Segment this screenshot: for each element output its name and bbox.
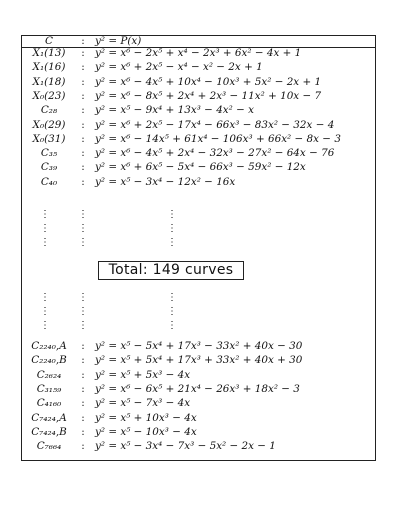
row-colon: : (81, 382, 85, 395)
header-equation: y² = P(x) (95, 35, 142, 47)
table-row (22, 426, 375, 439)
table-row (22, 104, 375, 117)
row-colon: : (81, 75, 85, 88)
curve-name: C₂₂₄₀,A (31, 340, 67, 352)
curve-name: C₇₄₂₄,A (31, 411, 67, 424)
row-colon: : (81, 368, 85, 381)
table-row (22, 369, 375, 382)
ellipsis: ⋮ (167, 320, 177, 331)
curve-equation: y² = x⁵ − 9x⁴ + 13x³ − 4x² − x (95, 104, 255, 117)
ellipsis: ⋮ (40, 209, 50, 220)
header-colon: : (81, 35, 85, 47)
ellipsis: ⋮ (40, 306, 50, 317)
curve-equation: y² = x⁶ − 8x⁵ + 2x⁴ + 2x³ − 11x² + 10x − 7 (95, 89, 322, 102)
row-colon: : (81, 411, 85, 424)
row-colon: : (81, 425, 85, 438)
row-colon: : (81, 132, 85, 145)
curve-equation: y² = x⁵ − 7x³ − 4x (95, 397, 191, 410)
ellipsis: ⋮ (167, 209, 177, 220)
curve-name: X₁(16) (32, 61, 66, 74)
curve-equation: y² = x⁵ + 5x⁴ + 17x³ + 33x² + 40x + 30 (95, 354, 303, 367)
curve-equation: y² = x⁶ + 6x⁵ − 5x⁴ − 66x³ − 59x² − 12x (95, 161, 306, 174)
row-colon: : (81, 47, 85, 59)
row-colon: : (81, 354, 85, 367)
curve-equation: y² = x⁵ − 3x⁴ − 7x³ − 5x² − 2x − 1 (95, 440, 276, 453)
table-row (22, 440, 375, 453)
row-colon: : (81, 147, 85, 160)
total-curves-box: Total: 149 curves (98, 261, 244, 280)
row-colon: : (81, 340, 85, 352)
table-row (22, 354, 375, 367)
row-colon: : (81, 440, 85, 453)
table-row (22, 412, 375, 425)
ellipsis: ⋮ (40, 237, 50, 248)
curve-equation: y² = x⁵ − 10x³ − 4x (95, 425, 197, 438)
table-row (22, 176, 375, 189)
row-colon: : (81, 161, 85, 174)
curve-name: X₁(13) (32, 47, 66, 59)
curve-equation: y² = x⁶ − 6x⁵ + 21x⁴ − 26x³ + 18x² − 3 (95, 382, 300, 395)
table-row (22, 161, 375, 174)
ellipsis: ⋮ (167, 292, 177, 303)
table-row (22, 147, 375, 160)
table-row (22, 133, 375, 146)
table-row (22, 383, 375, 396)
curve-equation: y² = x⁶ + 2x⁵ − x⁴ − x² − 2x + 1 (95, 61, 263, 74)
curve-equation: y² = x⁵ + 10x³ − 4x (95, 411, 197, 424)
curve-equation: y² = x⁵ + 5x³ − 4x (95, 368, 191, 381)
ellipsis: ⋮ (40, 223, 50, 234)
ellipsis: ⋮ (78, 237, 88, 248)
row-colon: : (81, 61, 85, 74)
curve-name: X₁(18) (32, 75, 66, 88)
curve-name: X₀(23) (32, 89, 66, 102)
table-row (22, 397, 375, 410)
curves-table (21, 35, 376, 461)
curve-name: C₃₅ (40, 147, 58, 160)
curve-name: C₇₆₆₄ (36, 440, 62, 453)
curve-name: X₀(29) (32, 118, 66, 131)
curve-name: C₂₈ (40, 104, 58, 117)
table-row (22, 47, 375, 60)
ellipsis: ⋮ (78, 292, 88, 303)
curve-name: C₂₂₄₀,B (31, 354, 67, 367)
ellipsis: ⋮ (167, 223, 177, 234)
table-row (22, 119, 375, 132)
ellipsis: ⋮ (78, 320, 88, 331)
row-colon: : (81, 104, 85, 117)
curve-equation: y² = x⁶ − 2x⁵ + x⁴ − 2x³ + 6x² − 4x + 1 (95, 47, 302, 59)
table-row (22, 340, 375, 353)
curve-name: C₇₄₂₄,B (31, 425, 67, 438)
ellipsis: ⋮ (167, 306, 177, 317)
curve-name: C₄₁₆₀ (36, 397, 62, 410)
curve-equation: y² = x⁶ − 4x⁵ + 2x⁴ − 32x³ − 27x² − 64x − 76 (95, 147, 335, 160)
ellipsis: ⋮ (40, 292, 50, 303)
curve-name: C₄₀ (40, 175, 58, 188)
ellipsis: ⋮ (78, 209, 88, 220)
row-colon: : (81, 89, 85, 102)
curve-name: C₃₁₅₉ (36, 382, 62, 395)
ellipsis: ⋮ (78, 306, 88, 317)
table-row (22, 90, 375, 103)
curve-name: X₀(31) (32, 132, 66, 145)
curve-equation: y² = x⁶ − 4x⁵ + 10x⁴ − 10x³ + 5x² − 2x + 1 (95, 75, 322, 88)
curve-equation: y² = x⁶ − 14x⁵ + 61x⁴ − 106x³ + 66x² − 8x − 3 (95, 132, 341, 145)
curve-equation: y² = x⁵ − 5x⁴ + 17x³ − 33x² + 40x − 30 (95, 340, 303, 352)
ellipsis: ⋮ (78, 223, 88, 234)
header-curve: C (45, 35, 53, 47)
row-colon: : (81, 397, 85, 410)
table-row (22, 61, 375, 74)
row-colon: : (81, 175, 85, 188)
ellipsis: ⋮ (40, 320, 50, 331)
ellipsis: ⋮ (167, 237, 177, 248)
curve-equation: y² = x⁵ − 3x⁴ − 12x² − 16x (95, 175, 236, 188)
table-row (22, 76, 375, 89)
curve-equation: y² = x⁶ + 2x⁵ − 17x⁴ − 66x³ − 83x² − 32x − 4 (95, 118, 335, 131)
row-colon: : (81, 118, 85, 131)
curve-name: C₂₆₂₄ (36, 368, 62, 381)
curve-name: C₃₉ (40, 161, 58, 174)
